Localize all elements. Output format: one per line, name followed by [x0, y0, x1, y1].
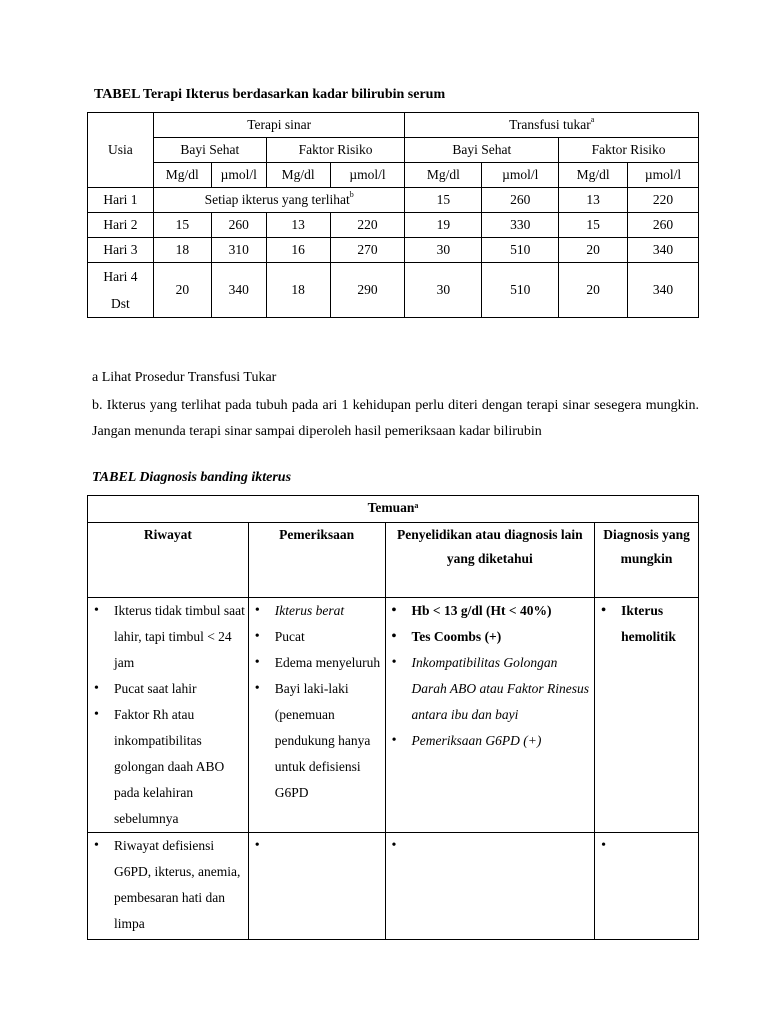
- bilirubin-therapy-table: [87, 112, 699, 318]
- penyelidikan-cell: [385, 833, 595, 940]
- table-cell: 340: [211, 263, 266, 318]
- diagnosis-header: Diagnosis yang mungkin: [595, 523, 699, 598]
- list-item: • Inkompatibilitas Golongan Darah ABO atau Faktor Rinesus antara ibu dan bayi: [386, 650, 595, 728]
- riwayat-cell: [88, 833, 249, 940]
- list-item: • Pucat: [249, 624, 385, 650]
- faktor-risiko-header: Faktor Risiko: [266, 138, 405, 163]
- unit-umol: µmol/l: [330, 163, 405, 188]
- unit-umol: µmol/l: [628, 163, 699, 188]
- unit-mgdl: Mg/dl: [153, 163, 211, 188]
- list-item: • Hb < 13 g/dl (Ht < 40%): [386, 598, 595, 624]
- table-cell: 270: [330, 238, 405, 263]
- table-cell: 220: [628, 188, 699, 213]
- table-cell: 290: [330, 263, 405, 318]
- unit-mgdl: Mg/dl: [405, 163, 482, 188]
- row-label: Hari 4 Dst: [88, 263, 154, 318]
- table-cell: 30: [405, 238, 482, 263]
- table-cell: 510: [482, 238, 559, 263]
- table-cell: 340: [628, 238, 699, 263]
- table-row: [88, 263, 699, 318]
- note-a: a Lihat Prosedur Transfusi Tukar: [92, 370, 277, 385]
- table-cell: 310: [211, 238, 266, 263]
- table-cell: 20: [153, 263, 211, 318]
- list-item: • Edema menyeluruh: [249, 650, 385, 676]
- table-row: [88, 833, 699, 940]
- list-item: • Ikterus berat: [249, 598, 385, 624]
- table-cell: 340: [628, 263, 699, 318]
- usia-header: Usia: [88, 113, 154, 188]
- penyelidikan-header: Penyelidikan atau diagnosis lain yang diketahui: [385, 523, 595, 598]
- merged-cell: Setiap ikterus yang terlihat$^b$: [153, 188, 405, 213]
- terapi-sinar-header: Terapi sinar: [153, 113, 405, 138]
- table-cell: 260: [628, 213, 699, 238]
- table-row: [88, 213, 699, 238]
- temuan-header: Temuan$^a$: [88, 496, 699, 523]
- table-cell: 15: [153, 213, 211, 238]
- table-row: [88, 188, 699, 213]
- riwayat-cell: [88, 598, 249, 833]
- list-item: • Ikterus hemolitik: [595, 598, 698, 650]
- table-cell: 16: [266, 238, 330, 263]
- list-item: • Pemeriksaan G6PD (+): [386, 728, 595, 754]
- unit-mgdl: Mg/dl: [266, 163, 330, 188]
- table-cell: 260: [211, 213, 266, 238]
- diagnosis-cell: [595, 833, 699, 940]
- table-cell: 15: [405, 188, 482, 213]
- transfusi-header: Transfusi tukar$^a$: [405, 113, 699, 138]
- table-cell: 13: [266, 213, 330, 238]
- table-row: [88, 238, 699, 263]
- riwayat-header: Riwayat: [88, 523, 249, 598]
- list-item: • Faktor Rh atau inkompatibilitas golongan daah ABO pada kelahiran sebelumnya: [88, 702, 248, 832]
- faktor-risiko-header: Faktor Risiko: [559, 138, 699, 163]
- note-b: b. Ikterus yang terlihat pada tubuh pada ari 1 kehidupan perlu diteri dengan terapi sinar sesegera mungkin. Jangan menunda terapi sinar sampai diperoleh hasil pemeriksaan kadar bilirubin: [92, 398, 699, 439]
- table2-title: TABEL Diagnosis banding ikterus: [92, 470, 292, 485]
- differential-diagnosis-table: [87, 495, 699, 940]
- table-row: [88, 598, 699, 833]
- bayi-sehat-header: Bayi Sehat: [153, 138, 266, 163]
- pemeriksaan-cell: [248, 833, 385, 940]
- bayi-sehat-header: Bayi Sehat: [405, 138, 559, 163]
- pemeriksaan-header: Pemeriksaan: [248, 523, 385, 598]
- unit-mgdl: Mg/dl: [559, 163, 628, 188]
- table-cell: 260: [482, 188, 559, 213]
- list-item: • Bayi laki-laki (penemuan pendukung hanya untuk defisiensi G6PD: [249, 676, 385, 806]
- table-cell: 13: [559, 188, 628, 213]
- list-item: • Riwayat defisiensi G6PD, ikterus, anemia, pembesaran hati dan limpa: [88, 833, 248, 937]
- list-item: • Ikterus tidak timbul saat lahir, tapi timbul < 24 jam: [88, 598, 248, 676]
- row-label: Hari 1: [88, 188, 154, 213]
- unit-umol: µmol/l: [211, 163, 266, 188]
- row-label: Hari 2: [88, 213, 154, 238]
- pemeriksaan-cell: [248, 598, 385, 833]
- list-item: • Pucat saat lahir: [88, 676, 248, 702]
- table-cell: 220: [330, 213, 405, 238]
- table-cell: 15: [559, 213, 628, 238]
- table-cell: 510: [482, 263, 559, 318]
- unit-umol: µmol/l: [482, 163, 559, 188]
- table-cell: 330: [482, 213, 559, 238]
- diagnosis-cell: [595, 598, 699, 833]
- table1-title: TABEL Terapi Ikterus berdasarkan kadar bilirubin serum: [94, 87, 446, 102]
- row-label: Hari 3: [88, 238, 154, 263]
- table-cell: 30: [405, 263, 482, 318]
- list-item: • Tes Coombs (+): [386, 624, 595, 650]
- table-cell: 18: [266, 263, 330, 318]
- table-cell: 20: [559, 238, 628, 263]
- table-cell: 18: [153, 238, 211, 263]
- penyelidikan-cell: [385, 598, 595, 833]
- table-cell: 20: [559, 263, 628, 318]
- table-cell: 19: [405, 213, 482, 238]
